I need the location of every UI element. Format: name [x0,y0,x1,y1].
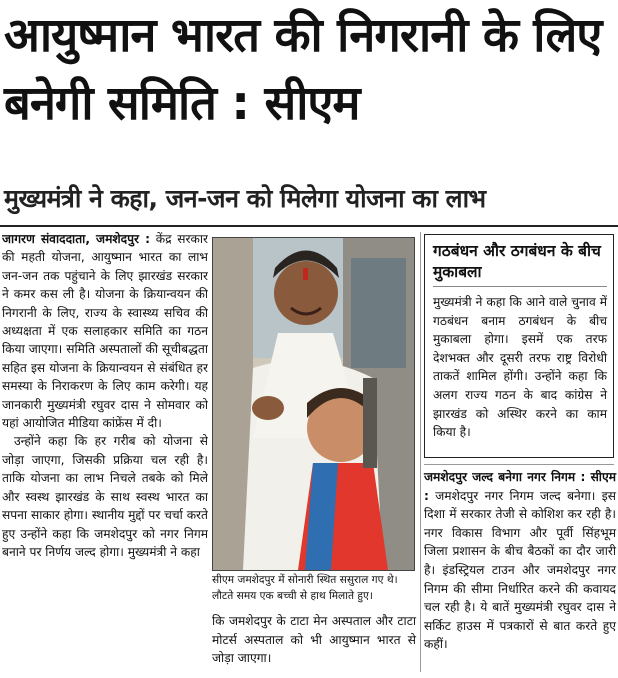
main-story-column [2,230,208,676]
sidebar-box-title: गठबंधन और ठगबंधन के बीच मुकाबला [433,241,607,287]
sidebar-box [424,234,614,458]
main-story-para-2: उन्होंने कहा कि हर गरीब को योजना से जोड़ा जाएगा, जिसकी प्रक्रिया चल रही है। ताकि योजना का लाभ निचले तबके को मिले और स्वस्थ झारखंड के साथ स्वस्थ भारत का सपना साकार होगा। स्थानीय मुद्दों पर चर्चा करते हुए उन्होंने कहा कि जमशेदपुर को नगर निगम बनाने पर निर्णय जल्द होगा। मुख्यमंत्री ने कहा [2,434,208,559]
photo-caption: सीएम जमशेदपुर में सोनारी स्थित ससुराल गए थे। लौटते समय एक बच्ची से हाथ मिलाते हुए। [212,574,398,602]
subheadline: मुख्यमंत्री ने कहा, जन-जन को मिलेगा योजना का लाभ [4,184,486,213]
side-story [424,468,616,654]
headline: आयुष्मान भारत की निगरानी के लिए बनेगी समिति : सीएम [4,8,602,131]
dateline: जागरण संवाददाता, जमशेदपुर : [2,232,150,246]
sidebar-box-body: मुख्यमंत्री ने कहा कि आने वाले चुनाव में गठबंधन बनाम ठगबंधन के बीच मुकाबला होगा। इसमें एक तरफ देशभक्त और दूसरी तरफ राष्ट्र विरोधी ताकतें शामिल होंगी। उन्होंने कहा कि अलग राज्य गठन के बाद कांग्रेस ने झारखंड को अस्थिर करने का काम किया है। [433,295,607,440]
sidebar-separator [424,464,614,465]
main-story-continuation: कि जमशेदपुर के टाटा मेन अस्पताल और टाटा मोटर्स अस्पताल को भी आयुष्मान भारत से जोड़ा जाएगा। [212,614,416,666]
column-divider [420,232,421,672]
headline-rule [0,225,618,227]
news-photo [212,237,415,571]
side-story-lead: जमशेदपुर जल्द बनेगा नगर निगम : सीएम : [424,470,616,503]
main-story-para-1 [2,230,208,432]
main-story-para-1-text: केंद्र सरकार की महती योजना, आयुष्मान भारत का लाभ जन-जन तक पहुंचाने के लिए झारखंड सरकार ने कमर कस ली है। योजना के क्रियान्वयन की निगरानी के लिए, राज्य के स्वास्थ्य सचिव की अध्यक्षता में एक सलाहकार समिति का गठन किया जाएगा। समिति अस्पतालों की सूचीबद्धता सहित इस योजना के क्रियान्वयन से संबंधित हर समस्या के निराकरण के लिए काम करेगी। यह जानकारी मुख्यमंत्री रघुवर दास ने सोमवार को यहां आयोजित मीडिया कांफ्रेंस में दी। [2,232,208,431]
side-story-body: जमशेदपुर नगर निगम जल्द बनेगा। इस दिशा में सरकार तेजी से कोशिश कर रही है। नगर विकास विभाग और पूर्वी सिंहभूम जिला प्रशासन के बीच बैठकों का दौर जारी है। इंडस्ट्रियल टाउन और जमशेदपुर नगर निगम की सीमा निर्धारित करने की कवायद चल रही है। ये बातें मुख्यमंत्री रघुवर दास ने सर्किट हाउस में पत्रकारों से बात करते हुए कहीं। [424,488,617,652]
